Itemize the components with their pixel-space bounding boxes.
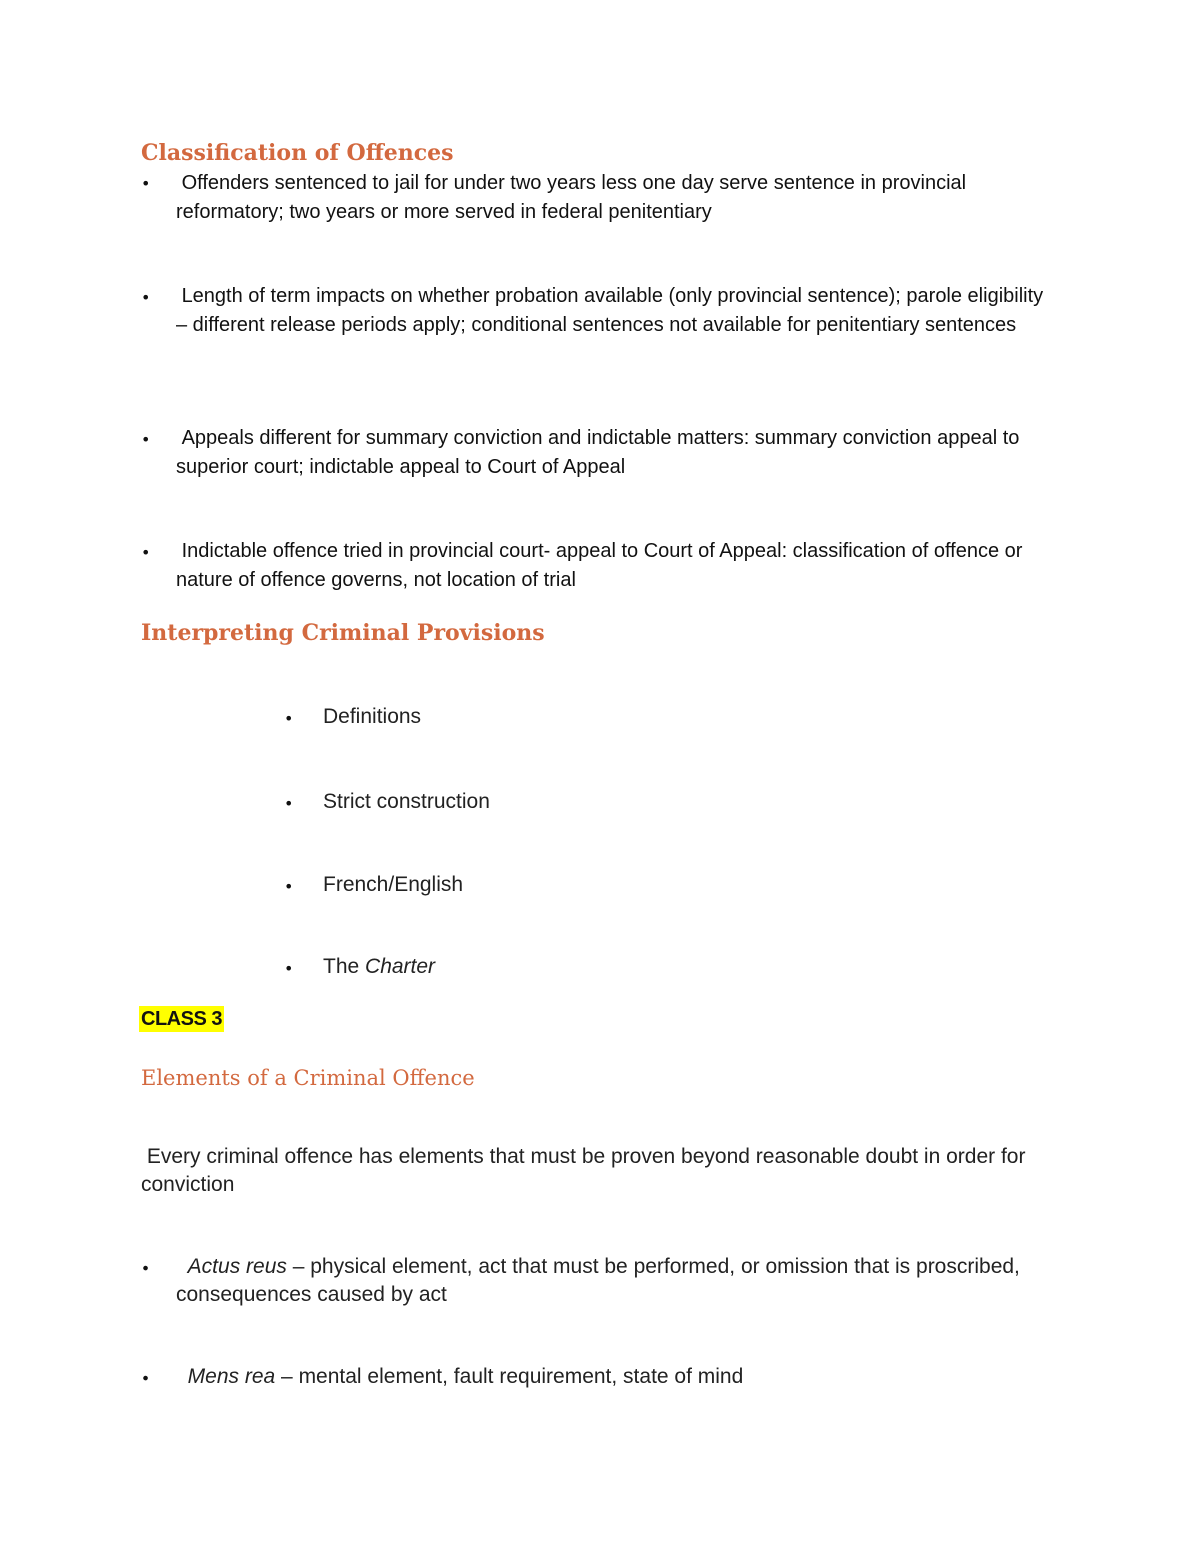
list-item [323, 953, 435, 981]
bullet-icon: • [141, 430, 151, 449]
list-item [176, 424, 1056, 482]
list-item-text: – physical element, act that must be performed, or omission that is proscribed, consequences caused by act [176, 1255, 1020, 1306]
bullet-icon: • [284, 877, 294, 896]
list-item [176, 1253, 1056, 1309]
bullet-icon: • [284, 709, 294, 728]
list-item-text: Length of term impacts on whether probation available (only provincial sentence); parole eligibility – different release periods apply; conditional sentences not available for penitentiary sentences [176, 285, 1044, 336]
list-item-text: Indictable offence tried in provincial court- appeal to Court of Appeal: classification of offence or nature of offence governs, not location of trial [176, 540, 1023, 591]
bullet-icon: • [138, 1257, 154, 1280]
heading-interpreting-criminal-provisions: Interpreting Criminal Provisions [141, 620, 545, 646]
heading-elements-of-criminal-offence: Elements of a Criminal Offence [141, 1066, 475, 1090]
bullet-icon: • [284, 794, 294, 813]
heading-classification-of-offences: Classification of Offences [141, 140, 454, 166]
bullet-icon: • [141, 174, 151, 193]
list-item [176, 1363, 1056, 1391]
list-item-text: The [323, 955, 366, 978]
term-mens-rea: Mens rea [187, 1365, 276, 1388]
class-label [139, 1008, 224, 1031]
bullet-icon: • [141, 543, 151, 562]
list-item [176, 282, 1056, 340]
list-item: French/English [323, 873, 464, 896]
bullet-icon: • [138, 1367, 154, 1390]
term-actus-reus: Actus reus [187, 1255, 287, 1278]
class-label-text: CLASS 3 [141, 1008, 222, 1030]
list-item-text: – mental element, fault requirement, state of mind [275, 1365, 744, 1388]
list-item-text: Offenders sentenced to jail for under two years less one day serve sentence in provincial reformatory; two years or more served in federal penitentiary [176, 172, 967, 223]
list-item-italic-text: Charter [365, 955, 436, 978]
intro-paragraph-text: Every criminal offence has elements that must be proven beyond reasonable doubt in order for conviction [141, 1145, 1026, 1196]
list-item [176, 537, 1056, 595]
list-item: Strict construction [323, 790, 490, 813]
list-item-text: Appeals different for summary conviction and indictable matters: summary conviction appeal to superior court; indictable appeal to Court of Appeal [176, 427, 1020, 478]
intro-paragraph [141, 1143, 1061, 1199]
list-item [176, 169, 1056, 227]
bullet-icon: • [141, 288, 151, 307]
bullet-icon: • [284, 959, 294, 978]
list-item: Definitions [323, 705, 422, 728]
